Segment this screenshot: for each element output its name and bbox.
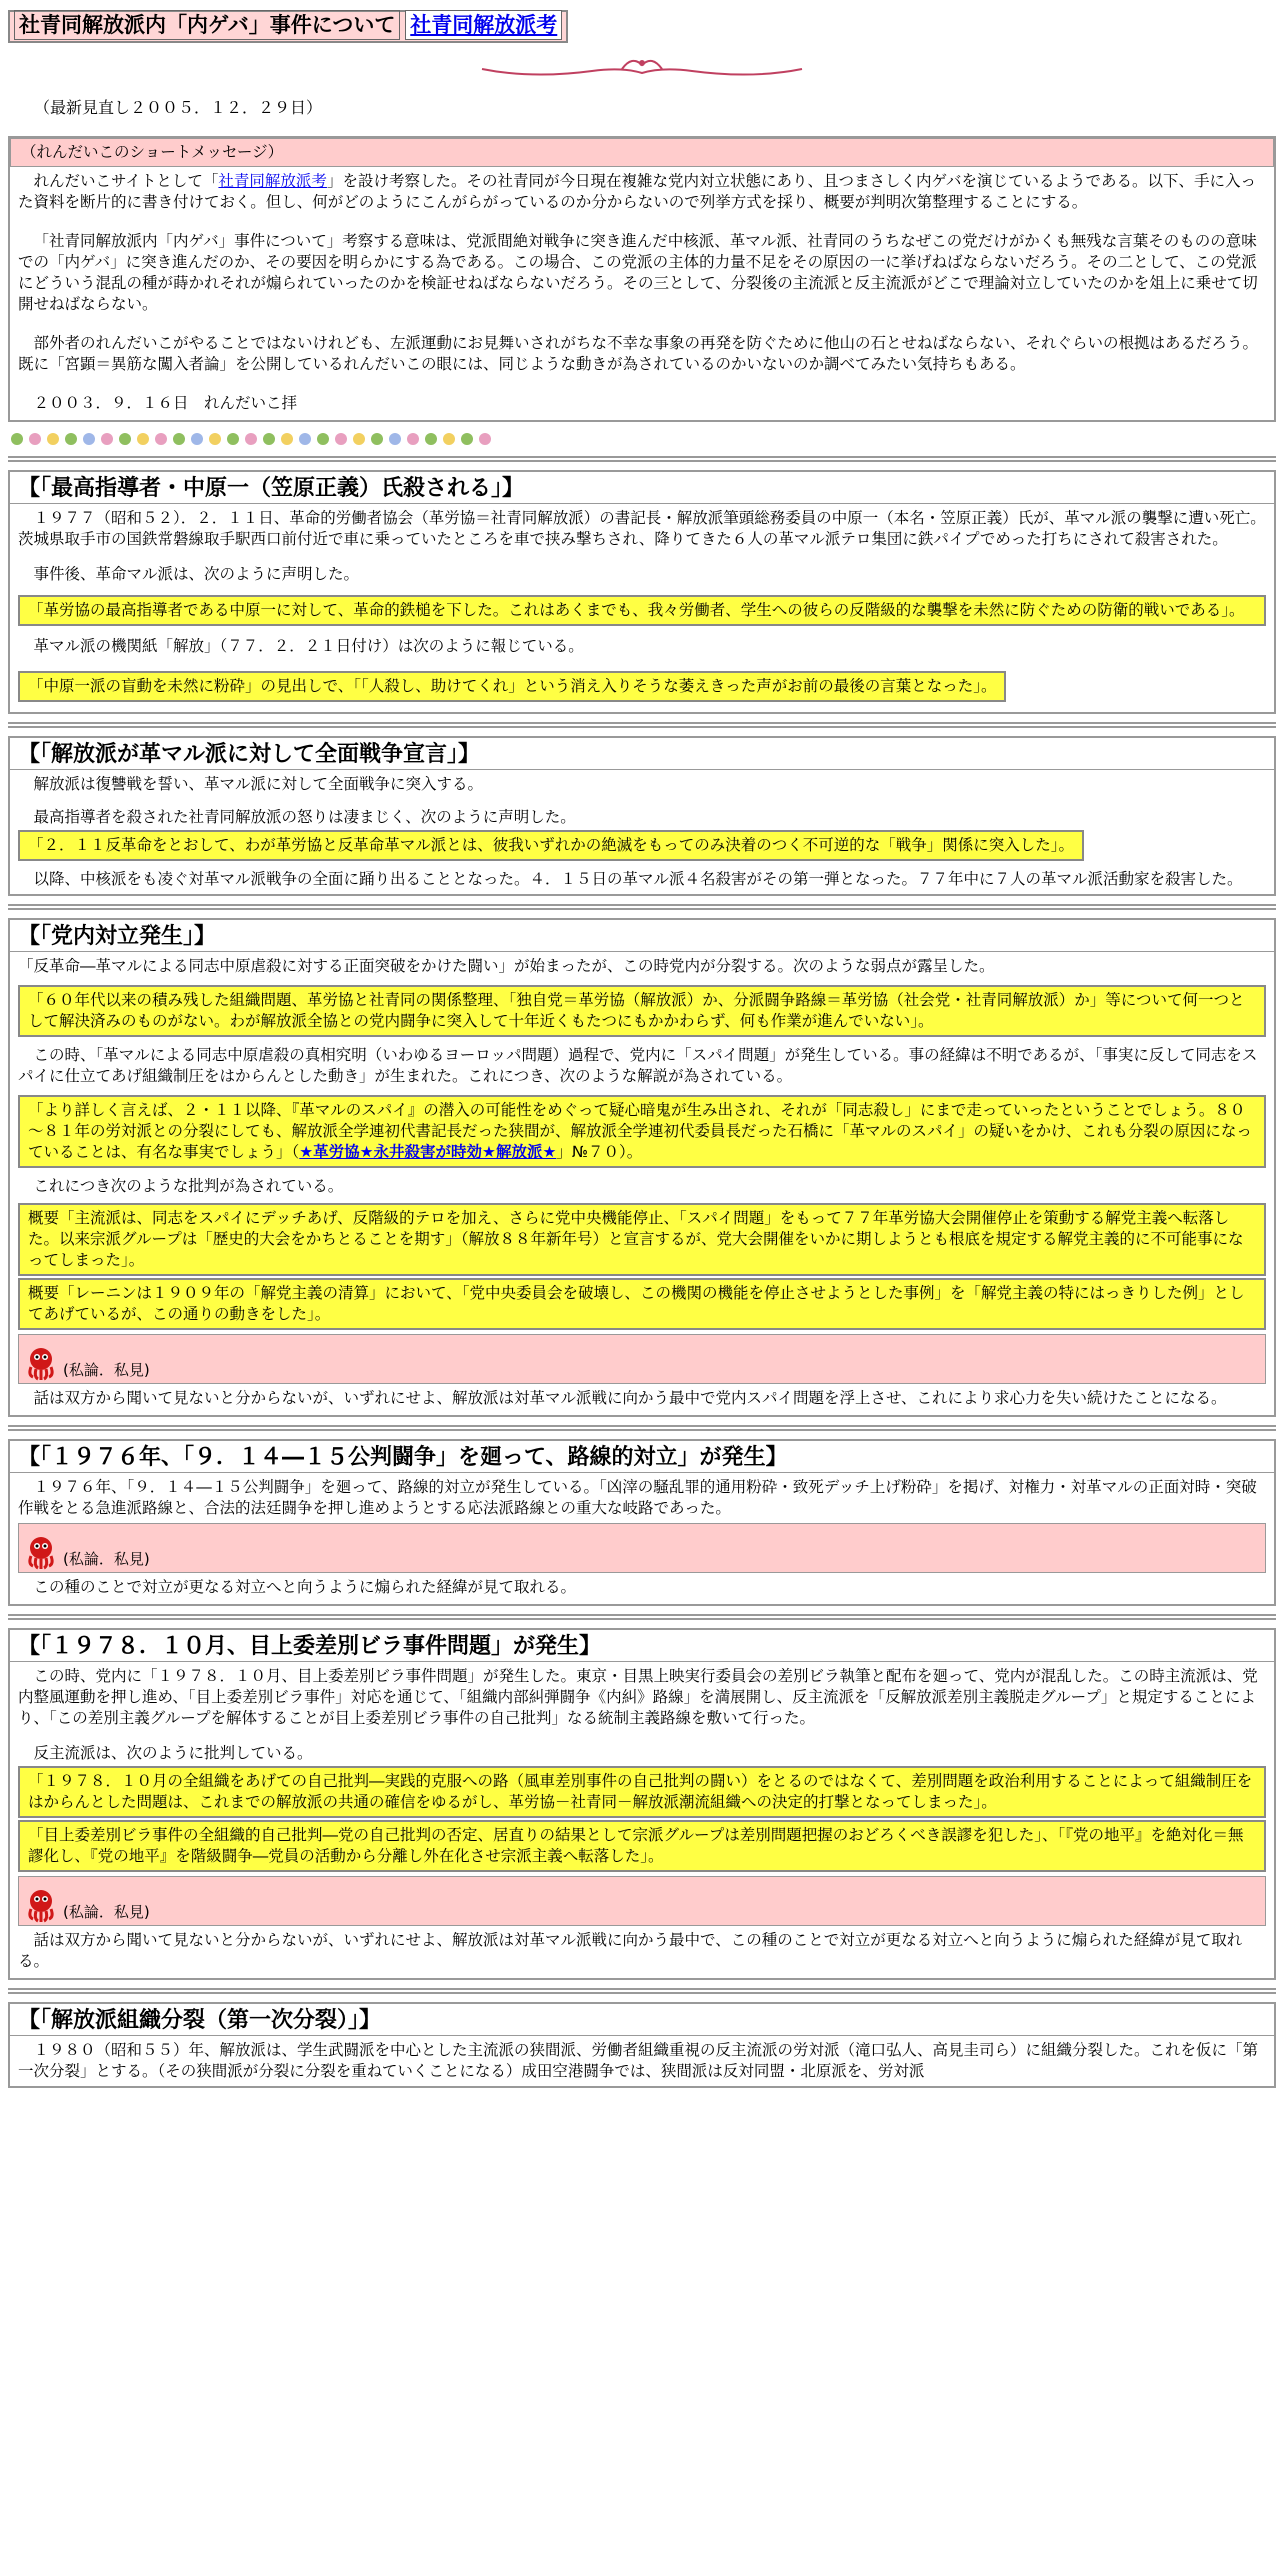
- divider: [8, 1425, 1276, 1431]
- s2-p2: 最高指導者を殺された社青同解放派の怒りは凄まじく、次のように声明した。: [33, 808, 576, 826]
- s3-p3: これにつき次のような批判が為されている。: [33, 1177, 344, 1195]
- intro-p1-post: 」を設け考察した。その社青同が今日現在複雑な党内対立状態にあり、且つまさしく内ゲバを演じているようである。以下、手に入った資料を断片的に書き付けておく。但し、何がどのようにこんがらがっているのか分からないので列挙方式を採り、概要が判明次第整理することにする。: [18, 172, 1257, 211]
- s1-p2: 事件後、革命マル派は、次のように声明した。: [33, 565, 360, 583]
- s2-quote-1: 「２．１１反革命をとおして、わが革労協と反革命革マル派とは、彼我いずれかの絶滅をもってのみ決着のつく不可逆的な「戦争」関係に突入した」。: [18, 830, 1084, 861]
- intro-p1: [18, 171, 1266, 213]
- divider: [8, 456, 1276, 462]
- section-2: [8, 736, 1276, 896]
- s5-quote-1: 「１９７８．１０月の全組織をあげての自己批判―実践的克服への路（風車差別事件の自己批判の闘い）をとるのではなくて、差別問題を政治利用することによって組織制圧をはからんとした問題は、これまでの解放派の共通の確信をゆるがし、革労協－社青同－解放派潮流組織への決定的打撃となってしまった」。: [18, 1766, 1266, 1818]
- s1-p3: 革マル派の機関紙「解放」（７７．２．２１日付け）は次のように報じている。: [33, 637, 584, 655]
- section-4: [8, 1439, 1276, 1606]
- s2-p3: 以降、中核派をも凌ぐ対革マル派戦争の全面に踊り出ることとなった。４．１５日の革マル派４名殺害がその第一弾となった。７７年中に７人の革マル派活動家を殺害した。: [33, 870, 1243, 888]
- s3-opinion-label: (私論．私見): [63, 1361, 150, 1379]
- s4-opinion-band: [18, 1523, 1266, 1573]
- update-date: （最新見直し２００５．１２．２９日）: [34, 98, 323, 117]
- s3-quote-2-link[interactable]: ★革労協★永井殺害が時効★解放派★: [299, 1143, 557, 1161]
- s1-p1: １９７７（昭和５２）．２．１１日、革命的労働者協会（革労協＝社青同解放派）の書記長・解放派筆頭総務委員の中原一（本名・笠原正義）氏が、革マル派の襲撃に遭い死亡。茨城県取手市の国鉄常磐線取手駅西口前付近で車に乗っていたところを車で挟み撃ちされ、降りてきた６人の革マル派テロ集団に鉄パイプでめった打ちにされて殺害された。: [18, 509, 1266, 548]
- s2-p1: 解放派は復讐戦を誓い、革マル派に対して全面戦争に突入する。: [33, 775, 484, 793]
- octopus-icon: [23, 1534, 59, 1570]
- intro-p3: 部外者のれんだいこがやることではないけれども、左派運動にお見舞いされがちな不幸な事象の再発を防ぐために他山の石とせねばならない、それぐらいの根拠はあるだろう。既に「宮顕＝異筋な闖入者論」を公開しているれんだいこの眼には、同じような動きが為されているのかいないのか調べてみたい気持ちもある。: [18, 334, 1259, 373]
- divider: [8, 1988, 1276, 1994]
- s6-p1: １９８０（昭和５５）年、解放派は、学生武闘派を中心とした主流派の狭間派、労働者組織重視の反主流派の労対派（滝口弘人、高見圭司ら）に組織分裂した。これを仮に「第一次分裂」とする。（その狭間派が分裂に分裂を重ねていくことになる）成田空港闘争では、狭間派は反対同盟・北原派を、労対派: [18, 2041, 1259, 2080]
- flower-row-icon: [8, 430, 498, 448]
- s4-p1: １９７６年、「９．１４―１５公判闘争」を廻って、路線的対立が発生している。「凶滓の騒乱罪的通用粉砕・致死デッチ上げ粉砕」を掲げ、対権力・対革マルの正面対時・突破作戦をとる急進派路線と、合法的法廷闘争を押し進めようとする応法派路線との重大な岐路であった。: [18, 1478, 1257, 1517]
- intro-p2: 「社青同解放派内「内ゲバ」事件について」考察する意味は、党派間絶対戦争に突き進んだ中核派、革マル派、社青同のうちなぜこの党だけがかくも無残な言葉そのものの意味での「内ゲバ」に突き進んだのか、その要因を明らかにする為である。この場合、この党派の主体的力量不足をその原因の一に挙げねばならないだろう。その二として、この党派にどういう混乱の種が蒔かれそれが煽られていったのかを検証せねばならないだろう。その三として、分裂後の主流派と反主流派がどこで理論対立していたのかを俎上に乗せて切開せねばならない。: [18, 232, 1258, 313]
- s5-note: 話は双方から聞いて見ないと分からないが、いずれにせよ、解放派は対革マル派戦に向かう最中で、この種のことで対立が更なる対立へと向うように煽られた経緯が見て取れる。: [18, 1931, 1243, 1970]
- s3-p1: 「反革命―革マルによる同志中原虐殺に対する正面突破をかけた闘い」が始まったが、この時党内が分裂する。次のような弱点が露呈した。: [18, 957, 995, 975]
- divider: [8, 722, 1276, 728]
- intro-link[interactable]: 社青同解放派考: [218, 172, 327, 190]
- intro-heading: （れんだいこのショートメッセージ）: [10, 138, 1274, 167]
- s3-quote-1: 「６０年代以来の積み残した組織問題、革労協と社青同の関係整理、「独自党＝革労協（解放派）か、分派闘争路線＝革労協（社会党・社青同解放派）か」等について何一つとして解決済みのものがない。わが解放派全協との党内闘争に突入して十年近くもたつにもかかわらず、何も作業が進んでいない」。: [18, 985, 1266, 1037]
- s5-p2: 反主流派は、次のように批判している。: [33, 1744, 313, 1762]
- ornament-divider: [8, 49, 1276, 85]
- section-3-title: 【「党内対立発生」】: [10, 920, 1274, 952]
- s5-quote-2: 「目上委差別ビラ事件の全組織的自己批判―党の自己批判の否定、居直りの結果として宗派グループは差別問題把握のおどろくべき誤謬を犯した」、「『党の地平』を絶対化＝無謬化し、『党の地平』を階級闘争―党員の活動から分離し外在化させ宗派主義へ転落した」。: [18, 1820, 1266, 1872]
- section-3: [8, 918, 1276, 1417]
- s4-note: この種のことで対立が更なる対立へと向うように煽られた経緯が見て取れる。: [33, 1578, 577, 1596]
- title-link[interactable]: 社青同解放派考: [405, 10, 562, 40]
- s3-quote-3: 概要「主流派は、同志をスパイにデッチあげ、反階級的テロを加え、さらに党中央機能停止、「スパイ問題」をもって７７年革労協大会開催停止を策動する解党主義へ転落した。以来宗派グループは「歴史的大会をかちとることを期す」（解放８８年新年号）と宣言するが、党大会開催をいかに期しようとも根底を規定する解党主義的に不可能事になってしまった」。: [18, 1203, 1266, 1276]
- s3-quote-2-text: 「より詳しく言えば、２・１１以降、『革マルのスパイ』の潜入の可能性をめぐって疑心暗鬼が生み出され、それが「同志殺し」にまで走っていったということでしょう。８０～８１年の労対派との分裂にしても、解放派全学連初代書記長だった狭間が、解放派全学連初代委員長だった石橋に「革マルのスパイ」の疑いをかけ、これも分裂の原因になっていることは、有名な事実でしょう」（: [28, 1101, 1252, 1161]
- s3-opinion-band: [18, 1334, 1266, 1384]
- section-6-title: 【「解放派組織分裂（第一次分裂）」】: [10, 2004, 1274, 2036]
- s1-quote-1: 「革労協の最高指導者である中原一に対して、革命的鉄槌を下した。これはあくまでも、我々労働者、学生への彼らの反階級的な襲撃を未然に防ぐための防衛的戦いである」。: [18, 595, 1266, 626]
- divider: [8, 904, 1276, 910]
- section-1: [8, 470, 1276, 714]
- section-4-title: 【「１９７６年、「９．１４―１５公判闘争」を廻って、路線的対立」が発生】: [10, 1441, 1274, 1473]
- intro-box: [8, 136, 1276, 422]
- ornament-swirl-icon: [472, 49, 812, 83]
- section-1-title: 【「最高指導者・中原一（笠原正義）氏殺される」】: [10, 472, 1274, 504]
- section-5-title: 【「１９７８．１０月、目上委差別ビラ事件問題」が発生】: [10, 1630, 1274, 1662]
- s3-quote-4: 概要「レーニンは１９０９年の「解党主義の清算」において、「党中央委員会を破壊し、この機関の機能を停止させようとした事例」を「解党主義の特にはっきりした例」としてあげているが、この通りの動きをした」。: [18, 1278, 1266, 1330]
- s3-note: 話は双方から聞いて見ないと分からないが、いずれにせよ、解放派は対革マル派戦に向かう最中で党内スパイ問題を浮上させ、これにより求心力を失い続けたことになる。: [33, 1389, 1227, 1407]
- section-5: [8, 1628, 1276, 1980]
- intro-sign: ２００３．９．１６日 れんだいこ拝: [33, 394, 298, 412]
- s4-opinion-label: (私論．私見): [63, 1550, 150, 1568]
- s3-p2: この時、「革マルによる同志中原虐殺の真相究明（いわゆるヨーロッパ問題）過程で、党内に「スパイ問題」が発生している。事の経緯は不明であるが、「事実に反して同志をスパイに仕立てあげ組織制圧をはからんとした動き」が生まれた。これにつき、次のような解説が為されている。: [18, 1046, 1258, 1085]
- intro-p1-pre: れんだいこサイトとして「: [33, 172, 219, 190]
- section-2-title: 【「解放派が革マル派に対して全面戦争宣言」】: [10, 738, 1274, 770]
- s3-quote-2-post: 」№７０）。: [556, 1143, 643, 1161]
- s5-opinion-label: (私論．私見): [63, 1903, 150, 1921]
- s3-quote-2: [18, 1095, 1266, 1168]
- section-6: [8, 2002, 1276, 2088]
- page-title-box: [8, 10, 568, 43]
- divider: [8, 1614, 1276, 1620]
- flower-divider: [8, 430, 1276, 450]
- page-title: 社青同解放派内「内ゲバ」事件について: [14, 10, 400, 40]
- s5-p1: この時、党内に「１９７８．１０月、目上委差別ビラ事件問題」が発生した。東京・目黒上映実行委員会の差別ビラ執筆と配布を廻って、党内が混乱した。この時主流派は、党内整風運動を押し進め、「目上委差別ビラ事件」対応を通じて、「組織内部糾弾闘争《内糾》路線」を満展開し、反主流派を「反解放派差別主義脱走グループ」と規定することにより、「この差別主義グループを解体することが目上委差別ビラ事件の自己批判」なる統制主義路線を敷いて行った。: [18, 1667, 1258, 1727]
- octopus-icon: [23, 1887, 59, 1923]
- s5-opinion-band: [18, 1876, 1266, 1926]
- s1-quote-2: 「中原一派の盲動を未然に粉砕」の見出しで、「「人殺し、助けてくれ」という消え入りそうな萎えきった声がお前の最後の言葉となった」。: [18, 671, 1006, 702]
- octopus-icon: [23, 1345, 59, 1381]
